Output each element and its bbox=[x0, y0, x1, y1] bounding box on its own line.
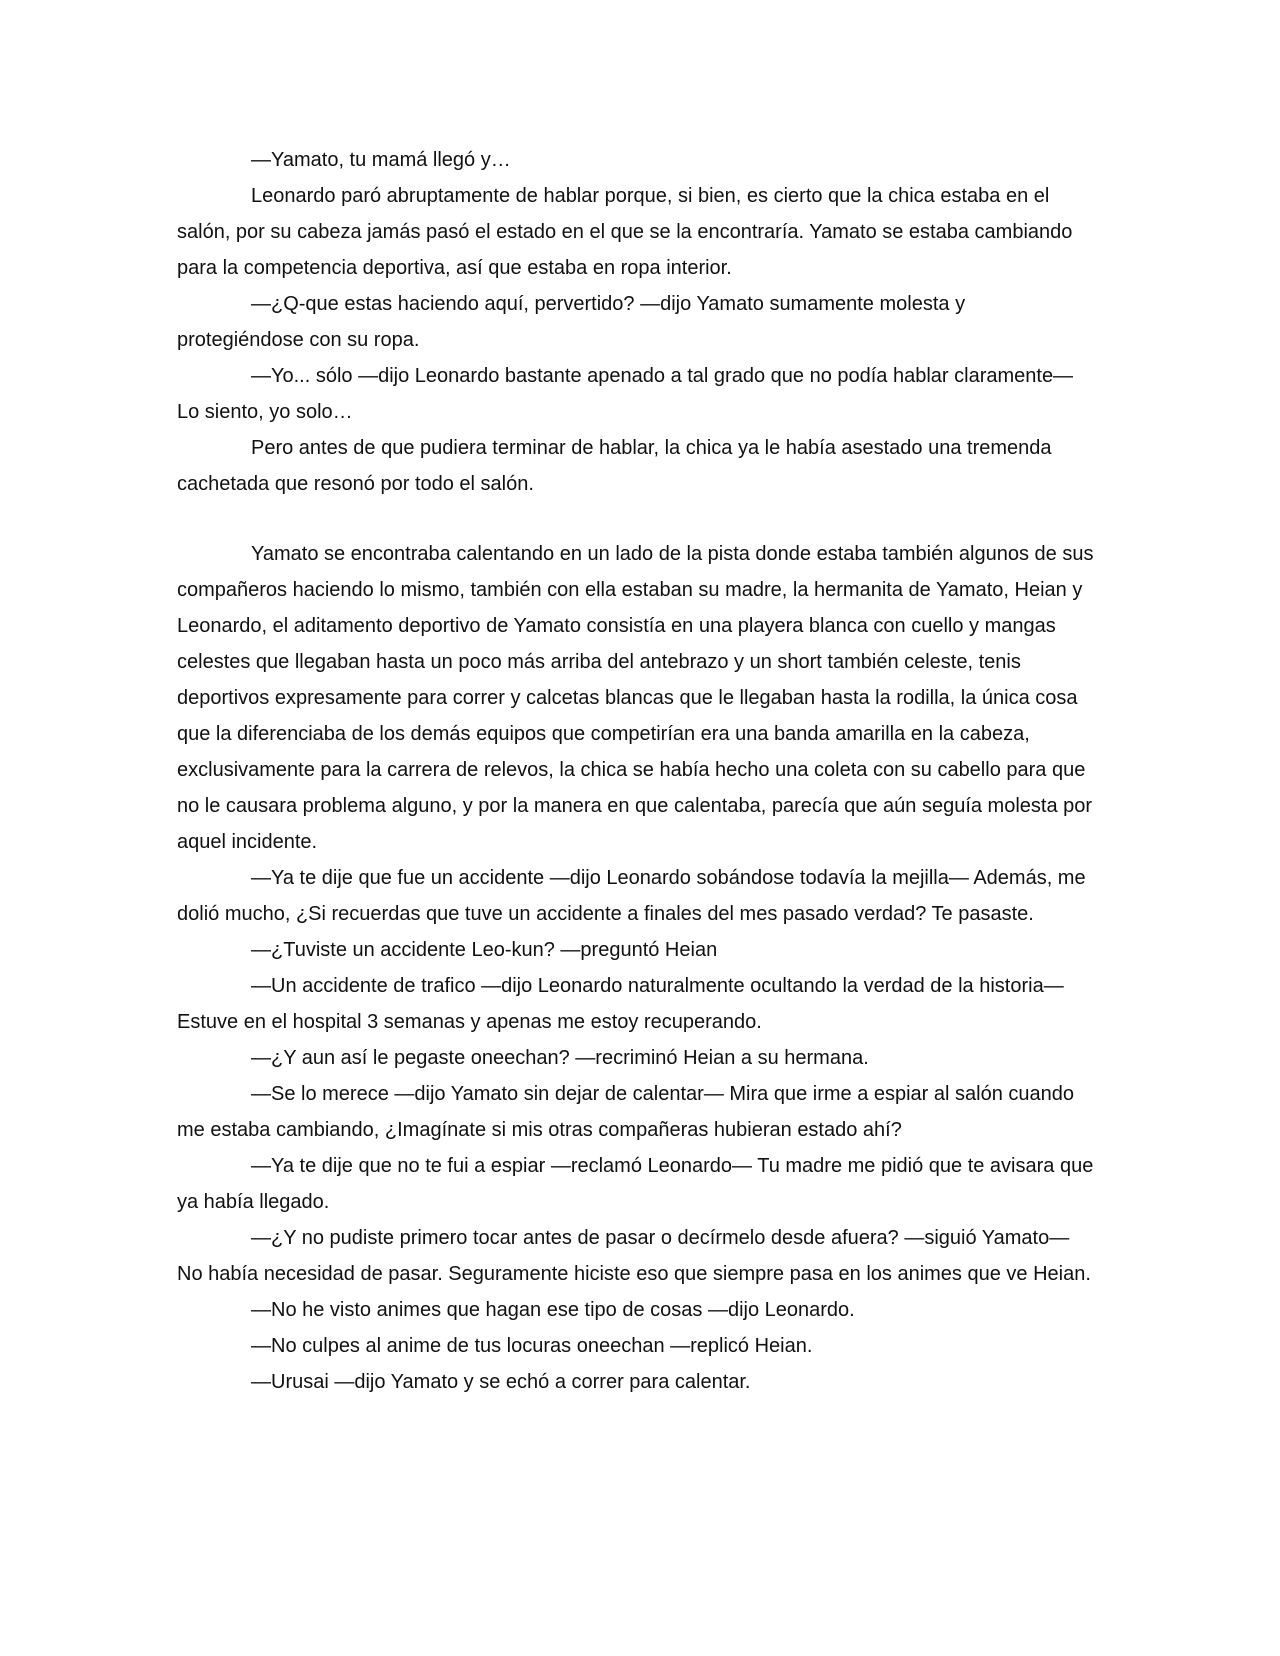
paragraph-12: —Ya te dije que no te fui a espiar —reclamó Leonardo— Tu madre me pidió que te avisara que ya había llegado. bbox=[177, 1155, 1094, 1213]
scene-break bbox=[177, 502, 1097, 536]
paragraph-7: —Ya te dije que fue un accidente —dijo Leonardo sobándose todavía la mejilla— Además, me dolió mucho, ¿Si recuerdas que tuve un accidente a finales del mes pasado verdad? Te pasaste. bbox=[177, 867, 1086, 925]
paragraph-6: Yamato se encontraba calentando en un lado de la pista donde estaba también algunos de sus compañeros haciendo lo mismo, también con ella estaban su madre, la hermanita de Yamato, Heian y Leonardo, el aditamento deportivo de Yamato consistía en una playera blanca con cuello y mangas celestes que llegaban hasta un poco más arriba del antebrazo y un short también celeste, tenis deportivos expresamente para correr y calcetas blancas que le llegaban hasta la rodilla, la única cosa que la diferenciaba de los demás equipos que competirían era una banda amarilla en la cabeza, exclusivamente para la carrera de relevos, la chica se había hecho una coleta con su cabello para que no le causara problema alguno, y por la manera en que calentaba, parecía que aún seguía molesta por aquel incidente. bbox=[177, 543, 1094, 853]
paragraph-13: —¿Y no pudiste primero tocar antes de pasar o decírmelo desde afuera? —siguió Yamato— No había necesidad de pasar. Seguramente hiciste eso que siempre pasa en los animes que ve Heian. bbox=[177, 1227, 1091, 1285]
paragraph-11: —Se lo merece —dijo Yamato sin dejar de calentar— Mira que irme a espiar al salón cuando me estaba cambiando, ¿Imagínate si mis otras compañeras hubieran estado ahí? bbox=[177, 1083, 1075, 1141]
paragraph-16: —Urusai —dijo Yamato y se echó a correr para calentar. bbox=[251, 1371, 751, 1393]
paragraph-3: —¿Q-que estas haciendo aquí, pervertido? —dijo Yamato sumamente molesta y protegiéndose con su ropa. bbox=[177, 293, 966, 351]
paragraph-4: —Yo... sólo —dijo Leonardo bastante apenado a tal grado que no podía hablar claramente— Lo siento, yo solo… bbox=[177, 365, 1074, 423]
paragraph-2: Leonardo paró abruptamente de hablar porque, si bien, es cierto que la chica estaba en el salón, por su cabeza jamás pasó el estado en el que se la encontraría. Yamato se estaba cambiando para la competencia deportiva, así que estaba en ropa interior. bbox=[177, 185, 1073, 279]
document-page bbox=[177, 142, 1097, 1400]
paragraph-1: —Yamato, tu mamá llegó y… bbox=[251, 149, 511, 171]
paragraph-15: —No culpes al anime de tus locuras oneechan —replicó Heian. bbox=[251, 1335, 813, 1357]
paragraph-14: —No he visto animes que hagan ese tipo de cosas —dijo Leonardo. bbox=[251, 1299, 855, 1321]
paragraph-9: —Un accidente de trafico —dijo Leonardo naturalmente ocultando la verdad de la historia— Estuve en el hospital 3 semanas y apenas me estoy recuperando. bbox=[177, 975, 1064, 1033]
paragraph-8: —¿Tuviste un accidente Leo-kun? —preguntó Heian bbox=[251, 939, 718, 961]
paragraph-10: —¿Y aun así le pegaste oneechan? —recriminó Heian a su hermana. bbox=[251, 1047, 869, 1069]
paragraph-5: Pero antes de que pudiera terminar de hablar, la chica ya le había asestado una tremenda cachetada que resonó por todo el salón. bbox=[177, 437, 1052, 495]
